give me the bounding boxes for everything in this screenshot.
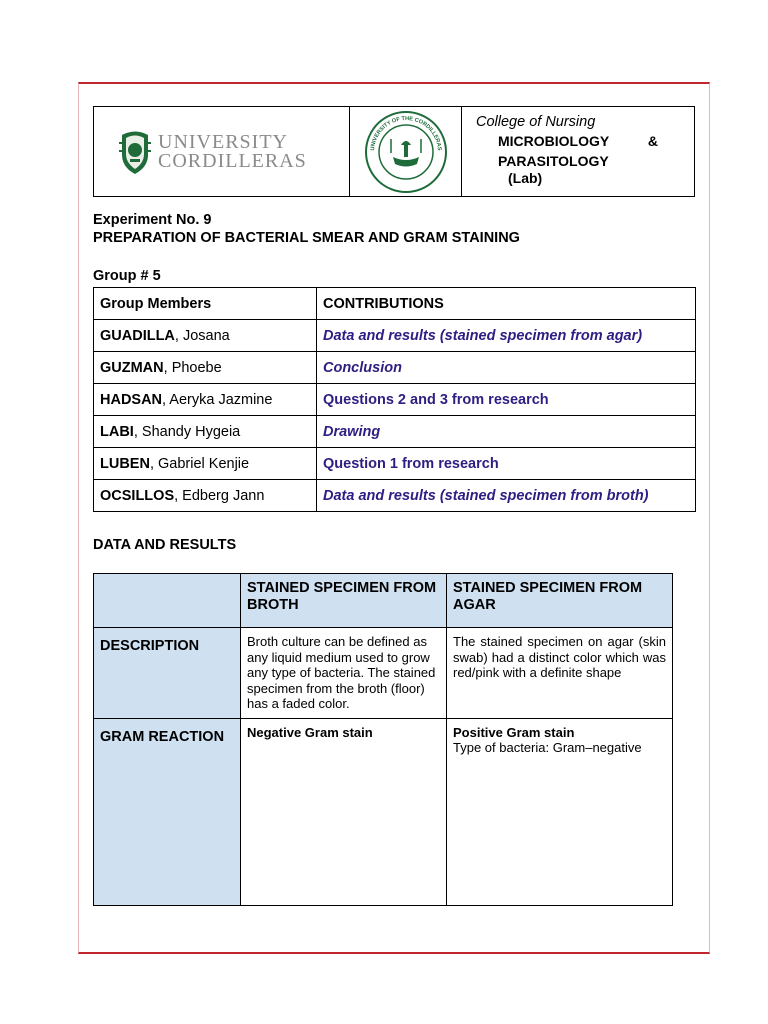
member-name (94, 384, 317, 416)
member-surname: OCSILLOS (100, 487, 175, 504)
data-results-table (93, 573, 673, 906)
gram-reaction-agar-type: Type of bacteria: Gram–negative (453, 740, 642, 755)
course-lab-label: (Lab) (508, 170, 543, 186)
gram-reaction-row (94, 718, 673, 905)
member-given-name: , Edberg Jann (174, 487, 265, 504)
table-row (94, 480, 696, 512)
member-name (94, 416, 317, 448)
gram-reaction-agar-result: Positive Gram stain (453, 724, 575, 740)
member-name (94, 320, 317, 352)
members-header-row (94, 288, 696, 320)
member-name (94, 352, 317, 384)
course-ampersand: & (647, 133, 658, 149)
group-members-table (93, 287, 696, 512)
broth-col-header: STAINED SPECIMEN FROM BROTH (241, 574, 447, 628)
member-contribution: Drawing (317, 416, 696, 448)
course-line-2: PARASITOLOGY (498, 153, 609, 169)
member-contribution: Data and results (stained specimen from broth) (317, 480, 696, 512)
member-surname: LUBEN (100, 455, 150, 472)
member-surname: GUADILLA (100, 327, 175, 344)
member-contribution: Questions 2 and 3 from research (317, 384, 696, 416)
member-given-name: , Gabriel Kenjie (149, 455, 250, 472)
university-logo-cell (94, 107, 350, 196)
member-contribution: Data and results (stained specimen from agar) (317, 320, 696, 352)
description-broth: Broth culture can be defined as any liquid medium used to grow any type of bacteria. The stained specimen from the broth (floor) has a faded color. (241, 628, 447, 719)
university-crest-icon (118, 129, 152, 175)
agar-col-header: STAINED SPECIMEN FROM AGAR (447, 574, 673, 628)
nursing-seal-cell (350, 107, 462, 196)
member-given-name: , Phoebe (163, 359, 222, 376)
gram-reaction-broth: Negative Gram stain (241, 718, 447, 905)
data-header-row (94, 574, 673, 628)
member-surname: HADSAN (100, 391, 163, 408)
contributions-col-header: CONTRIBUTIONS (317, 288, 696, 320)
data-results-heading: DATA AND RESULTS (93, 537, 237, 553)
gram-reaction-agar (447, 718, 673, 905)
description-agar: The stained specimen on agar (skin swab) had a distinct color which was red/pink with a definite shape (447, 628, 673, 719)
member-given-name: , Josana (174, 327, 230, 344)
college-of-nursing-seal-icon (363, 109, 449, 195)
svg-text:UNIVERSITY OF THE CORDILLERAS: UNIVERSITY OF THE CORDILLERAS (369, 115, 442, 151)
member-contribution: Conclusion (317, 352, 696, 384)
member-name (94, 480, 317, 512)
description-label: DESCRIPTION (94, 628, 241, 719)
description-row (94, 628, 673, 719)
gram-reaction-label: GRAM REACTION (94, 718, 241, 905)
table-row (94, 384, 696, 416)
experiment-title: PREPARATION OF BACTERIAL SMEAR AND GRAM STAINING (93, 230, 520, 246)
member-contribution: Question 1 from research (317, 448, 696, 480)
wordmark-line-1: UNIVERSITY (158, 131, 288, 153)
document-header (93, 106, 695, 197)
member-surname: LABI (100, 423, 134, 440)
member-surname: GUZMAN (100, 359, 164, 376)
table-row (94, 320, 696, 352)
group-label: Group # 5 (93, 268, 161, 284)
member-given-name: , Aeryka Jazmine (162, 391, 273, 408)
course-line-1: MICROBIOLOGY (498, 133, 610, 149)
members-col-header: Group Members (94, 288, 317, 320)
member-given-name: , Shandy Hygeia (133, 423, 241, 440)
university-wordmark (158, 132, 307, 171)
wordmark-line-3: CORDILLERAS (158, 150, 307, 172)
member-name (94, 448, 317, 480)
corner-cell (94, 574, 241, 628)
course-title (498, 131, 658, 171)
college-name: College of Nursing (476, 114, 596, 130)
experiment-number: Experiment No. 9 (93, 212, 212, 228)
course-info-cell (462, 107, 694, 196)
table-row (94, 352, 696, 384)
table-row (94, 416, 696, 448)
table-row (94, 448, 696, 480)
